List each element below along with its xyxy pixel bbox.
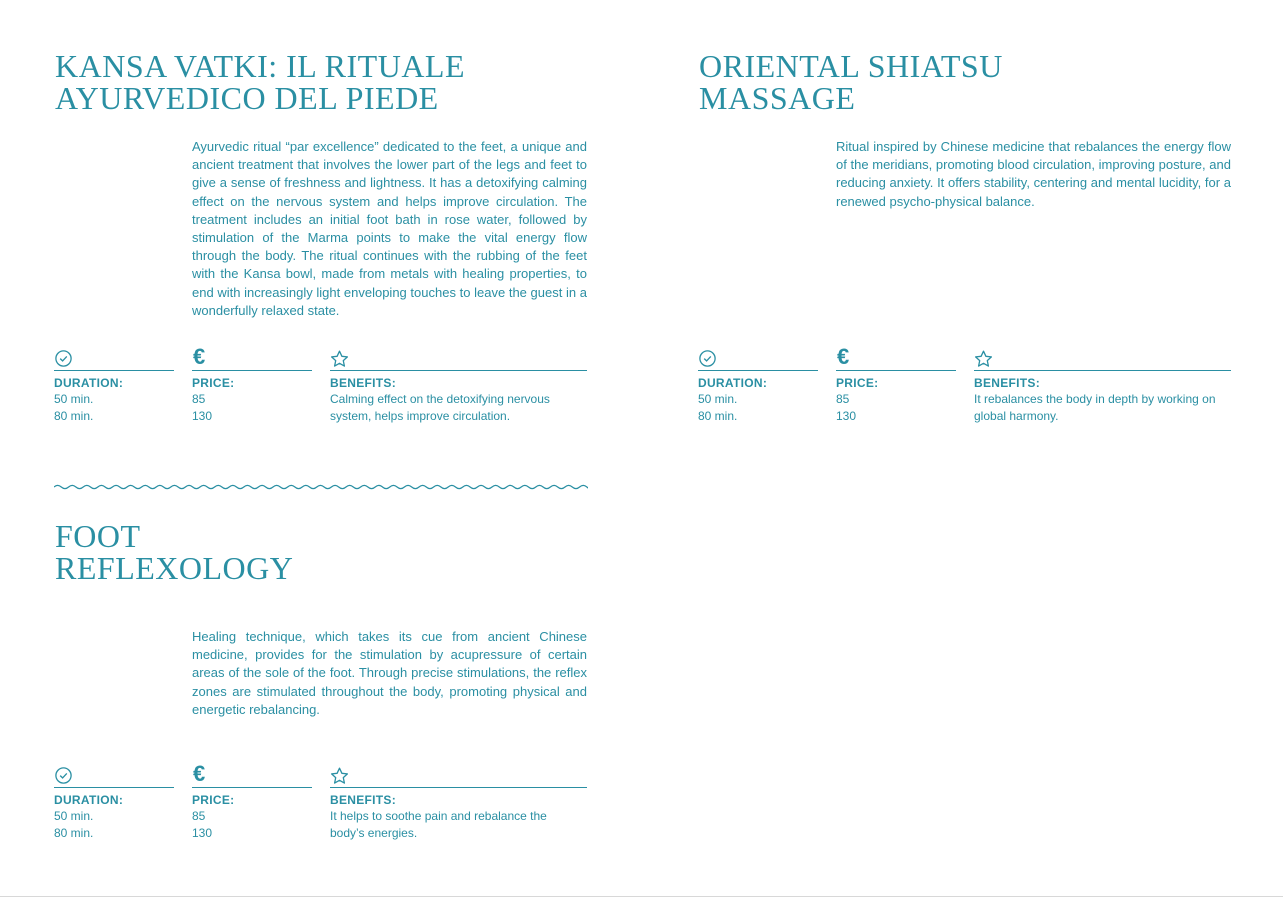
- price-block: [192, 344, 312, 424]
- divider: [54, 787, 174, 788]
- benefits-label: BENEFITS:: [330, 376, 397, 390]
- duration-value: 50 min.: [54, 809, 94, 823]
- clock-check-icon: [54, 765, 174, 787]
- benefits-text: global harmony.: [974, 408, 1059, 423]
- star-icon: [974, 348, 1231, 370]
- duration-value: 80 min.: [54, 825, 94, 840]
- wave-divider: [54, 481, 588, 493]
- divider: [330, 370, 587, 371]
- duration-label: DURATION:: [54, 793, 124, 807]
- euro-icon: €: [837, 344, 850, 369]
- price-value: 130: [836, 408, 857, 423]
- divider: [192, 787, 312, 788]
- divider: [330, 787, 587, 788]
- benefits-block: [330, 765, 587, 841]
- benefits-text: It helps to soothe pain and rebalance the: [330, 809, 547, 823]
- benefits-text: It rebalances the body in depth by working on: [974, 392, 1216, 406]
- star-icon: [330, 765, 587, 787]
- duration-block: [54, 765, 174, 841]
- euro-icon: €: [193, 761, 206, 786]
- price-label: PRICE:: [192, 376, 235, 390]
- treatment-description: Ayurvedic ritual “par excellence” dedicated to the feet, a unique and ancient treatment that involves the lower part of the legs and feet to give a sense of freshness and lightness. It has a detoxifying calming effect on the nervous system and helps improve circulation. The treatment includes an initial foot bath in rose water, followed by stimulation of the Marma points to make the vital energy flow through the body. The ritual continues with the rubbing of the feet with the Kansa bowl, made from metals with healing properties, to end with increasingly light enveloping touches to leave the guest in a wonderfully relaxed state.: [192, 139, 587, 318]
- benefits-label: BENEFITS:: [330, 793, 397, 807]
- duration-block: [54, 348, 174, 424]
- duration-value: 50 min.: [54, 392, 94, 406]
- title-line-1: ORIENTAL SHIATSU: [699, 48, 1003, 84]
- benefits-text: system, helps improve circulation.: [330, 408, 511, 423]
- treatment-title: [55, 50, 465, 114]
- duration-value: 80 min.: [698, 408, 738, 423]
- benefits-text: Calming effect on the detoxifying nervous: [330, 392, 550, 406]
- benefits-block: [330, 348, 587, 424]
- divider: [54, 370, 174, 371]
- divider: [192, 370, 312, 371]
- divider: [836, 370, 956, 371]
- duration-value: 50 min.: [698, 392, 738, 406]
- divider: [698, 370, 818, 371]
- treatment-title: [699, 50, 1003, 114]
- title-line-1: FOOT: [55, 518, 141, 554]
- price-value: 85: [192, 809, 206, 823]
- price-label: PRICE:: [836, 376, 879, 390]
- duration-label: DURATION:: [54, 376, 124, 390]
- duration-label: DURATION:: [698, 376, 768, 390]
- treatment-description: Ritual inspired by Chinese medicine that rebalances the energy flow of the meridians, promoting blood circulation, improving posture, and reducing anxiety. It offers stability, centering and mental lucidity, for a renewed psycho-physical balance.: [836, 139, 1231, 209]
- title-line-2: MASSAGE: [699, 80, 856, 116]
- benefits-block: [974, 348, 1231, 424]
- divider: [974, 370, 1231, 371]
- duration-block: [698, 348, 818, 424]
- price-value: 85: [836, 392, 850, 406]
- price-value: 130: [192, 825, 213, 840]
- price-label: PRICE:: [192, 793, 235, 807]
- treatment-title: [55, 520, 293, 584]
- price-block: [836, 344, 956, 424]
- page-edge-divider: [0, 896, 1283, 897]
- title-line-2: REFLEXOLOGY: [55, 550, 294, 586]
- duration-value: 80 min.: [54, 408, 94, 423]
- price-value: 130: [192, 408, 213, 423]
- benefits-text: body’s energies.: [330, 825, 418, 840]
- price-value: 85: [192, 392, 206, 406]
- price-block: [192, 761, 312, 841]
- title-line-1: KANSA VATKI: IL RITUALE: [55, 48, 466, 84]
- star-icon: [330, 348, 587, 370]
- euro-icon: €: [193, 344, 206, 369]
- treatment-description: Healing technique, which takes its cue from ancient Chinese medicine, provides for the stimulation by acupressure of certain areas of the sole of the foot. Through precise stimulations, the reflex zones are stimulated throughout the body, promoting physical and energetic rebalancing.: [192, 629, 587, 717]
- title-line-2: AYURVEDICO DEL PIEDE: [55, 80, 439, 116]
- clock-check-icon: [698, 348, 818, 370]
- benefits-label: BENEFITS:: [974, 376, 1041, 390]
- clock-check-icon: [54, 348, 174, 370]
